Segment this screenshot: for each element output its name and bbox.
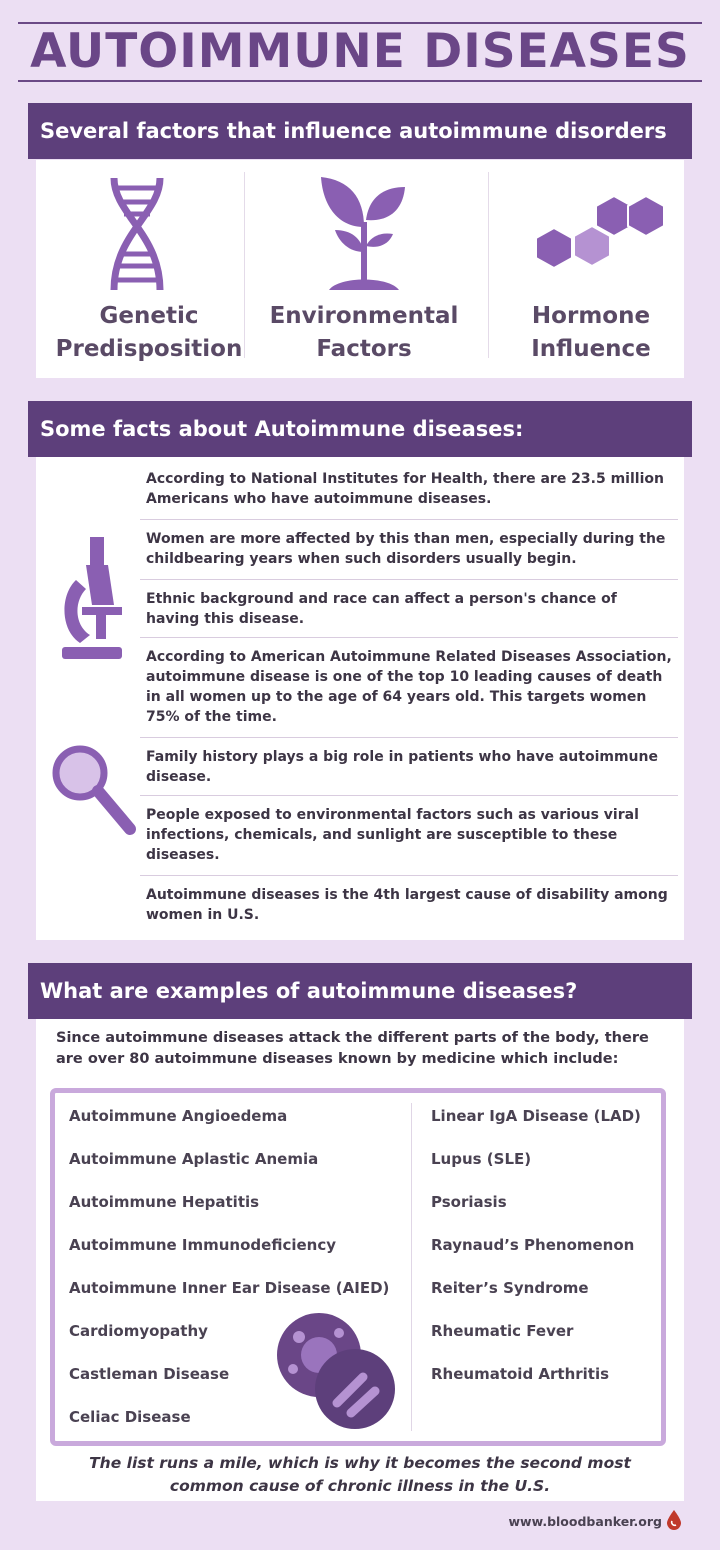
- disease-item: Rheumatoid Arthritis: [431, 1365, 610, 1383]
- fact-item: Ethnic background and race can affect a person's chance of having this disease.: [146, 591, 617, 627]
- factors-heading: Several factors that influence autoimmune disorders: [28, 103, 692, 159]
- divider: [140, 875, 678, 876]
- page-title: AUTOIMMUNE DISEASES: [30, 24, 690, 79]
- disease-item: Rheumatic Fever: [431, 1322, 574, 1340]
- fact-item: Women are more affected by this than men, especially during the childbearing years when such disorders usually begin.: [146, 531, 666, 567]
- microscope-icon: [56, 535, 126, 665]
- fact-item: Family history plays a big role in patients who have autoimmune disease.: [146, 749, 658, 785]
- closing-note: The list runs a mile, which is why it becomes the second most common cause of chronic illness in the U.S.: [89, 1454, 631, 1495]
- factors-card: [36, 160, 684, 378]
- disease-item: Celiac Disease: [69, 1408, 191, 1426]
- disease-item: Raynaud’s Phenomenon: [431, 1236, 635, 1254]
- examples-heading: What are examples of autoimmune diseases?: [28, 963, 692, 1019]
- factor-genetic: [36, 160, 262, 378]
- magnifier-icon: [50, 743, 140, 843]
- disease-item: Castleman Disease: [69, 1365, 230, 1383]
- facts-card: [36, 457, 684, 940]
- hexagon-molecule-icon: [516, 190, 666, 280]
- disease-item: Reiter’s Syndrome: [431, 1279, 589, 1297]
- fact-item: According to American Autoimmune Related Diseases Association, autoimmune disease is one of the top 10 leading causes of death in all women up to the age of 64 years old. This targets women 75% of the time.: [146, 649, 672, 725]
- divider: [140, 637, 678, 638]
- disease-item: Lupus (SLE): [431, 1150, 532, 1168]
- disease-item: Cardiomyopathy: [69, 1322, 208, 1340]
- divider: [140, 795, 678, 796]
- fact-item: According to National Institutes for Health, there are 23.5 million Americans who have autoimmune diseases.: [146, 471, 664, 507]
- divider: [140, 737, 678, 738]
- fact-item: Autoimmune diseases is the 4th largest cause of disability among women in U.S.: [146, 887, 668, 923]
- title-underline: [18, 80, 702, 82]
- divider: [140, 579, 678, 580]
- disease-item: Psoriasis: [431, 1193, 507, 1211]
- examples-intro: Since autoimmune diseases attack the different parts of the body, there are over 80 autoimmune diseases known by medicine which include:: [56, 1030, 649, 1067]
- blood-drop-logo-icon: [666, 1509, 682, 1531]
- facts-heading: Some facts about Autoimmune diseases:: [28, 401, 692, 457]
- disease-item: Autoimmune Hepatitis: [69, 1193, 260, 1211]
- divider: [140, 519, 678, 520]
- fact-item: People exposed to environmental factors such as various viral infections, chemicals, and sunlight are susceptible to these diseases.: [146, 807, 639, 863]
- factor-environmental: [251, 160, 477, 378]
- source-url: www.bloodbanker.org: [508, 1514, 662, 1529]
- disease-item: Linear IgA Disease (LAD): [431, 1107, 641, 1125]
- disease-item: Autoimmune Aplastic Anemia: [69, 1150, 319, 1168]
- divider: [244, 172, 245, 358]
- divider: [411, 1103, 412, 1431]
- virus-bacteria-illustration: [271, 1311, 401, 1431]
- factor-hormone: [478, 160, 704, 378]
- disease-item: Autoimmune Angioedema: [69, 1107, 288, 1125]
- factor-hormone-label: Hormone Influence: [531, 303, 651, 362]
- disease-item: Autoimmune Immunodeficiency: [69, 1236, 337, 1254]
- diseases-list: [50, 1088, 666, 1446]
- factor-genetic-label: Genetic Predisposition: [55, 303, 243, 362]
- plant-icon: [319, 172, 409, 292]
- disease-item: Autoimmune Inner Ear Disease (AIED): [69, 1279, 390, 1297]
- factor-environmental-label: Environmental Factors: [269, 303, 459, 362]
- dna-icon: [102, 174, 172, 294]
